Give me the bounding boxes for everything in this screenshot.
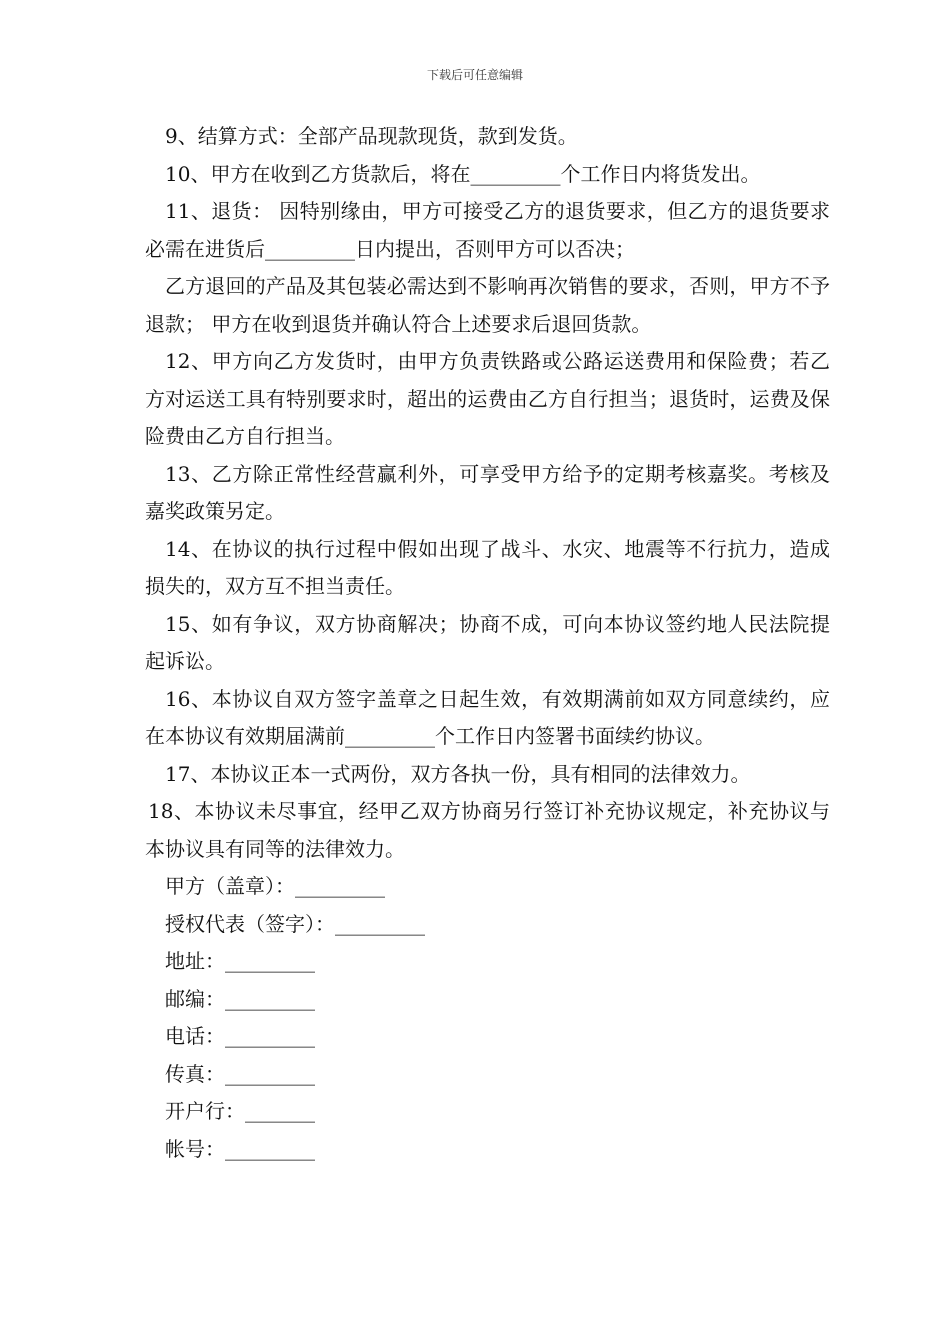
signature-postcode: 邮编：_________ xyxy=(165,986,315,1011)
clause-9: 9、结算方式：全部产品现款现货，款到发货。 xyxy=(165,124,578,148)
clause-18: 18、本协议未尽事宜，经甲乙双方协商另行签订补充协议规定，补充协议与本协议具有同等的法律效力。 xyxy=(145,799,830,861)
signature-authorized-rep: 授权代表（签字）：_________ xyxy=(165,911,425,936)
page-header-note: 下载后可任意编辑 xyxy=(426,68,523,82)
clause-12: 12、甲方向乙方发货时，由甲方负责铁路或公路运送费用和保险费；若乙方对运送工具有特别要求时，超出的运费由乙方自行担当；退货时，运费及保险费由乙方自行担当。 xyxy=(145,349,830,448)
signature-party-a: 甲方（盖章）：_________ xyxy=(165,874,385,898)
clause-13: 13、乙方除正常性经营赢利外，可享受甲方给予的定期考核嘉奖。考核及嘉奖政策另定。 xyxy=(145,461,830,523)
clause-16: 16、本协议自双方签字盖章之日起生效，有效期满前如双方同意续约，应在本协议有效期届满前_________个工作日内签署书面续约协议。 xyxy=(145,686,830,748)
signature-account: 帐号：_________ xyxy=(165,1136,315,1161)
clause-10: 10、甲方在收到乙方货款后，将在_________个工作日内将货发出。 xyxy=(165,161,761,186)
document-body xyxy=(145,118,830,1168)
signature-fax: 传真：_________ xyxy=(165,1061,315,1086)
clause-14: 14、在协议的执行过程中假如出现了战斗、水灾、地震等不行抗力，造成损失的，双方互不担当责任。 xyxy=(145,536,830,598)
signature-address: 地址：_________ xyxy=(165,949,315,973)
clause-11-continued: 乙方退回的产品及其包装必需达到不影响再次销售的要求，否则，甲方不予退款； 甲方在收到退货并确认符合上述要求后退回货款。 xyxy=(145,274,830,336)
clause-15: 15、如有争议，双方协商解决；协商不成，可向本协议签约地人民法院提起诉讼。 xyxy=(145,611,830,673)
signature-bank: 开户行：_______ xyxy=(165,1099,315,1123)
clause-11: 11、退货： 因特别缘由，甲方可接受乙方的退货要求，但乙方的退货要求必需在进货后_________日内提出，否则甲方可以否决； xyxy=(145,199,830,261)
clause-17: 17、本协议正本一式两份，双方各执一份，具有相同的法律效力。 xyxy=(165,761,751,786)
signature-phone: 电话：_________ xyxy=(165,1024,315,1048)
